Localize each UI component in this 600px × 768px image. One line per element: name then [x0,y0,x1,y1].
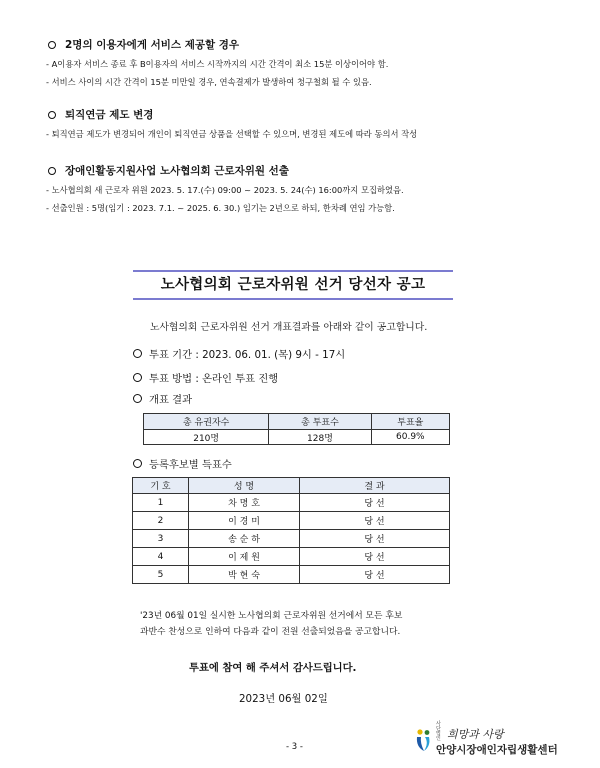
table-row [144,430,450,445]
table-cell: 당 선 [300,494,450,512]
table-row [133,548,450,566]
vote-method-text: 투표 방법 : 온라인 투표 진행 [149,373,279,385]
logo-script-text: 희망과 사랑 [447,728,504,741]
section-title: 2명의 이용자에게 서비스 제공할 경우 [65,39,240,51]
circle-bullet-icon [133,373,142,382]
table-cell: 이 제 원 [189,548,300,566]
table-header-cell: 결 과 [300,478,450,494]
turnout-table [143,413,450,445]
section-title: 퇴직연금 제도 변경 [65,109,154,121]
page-number: - 3 - [286,742,303,752]
vote-period-text: 투표 기간 : 2023. 06. 01. (목) 9시 - 17시 [149,349,346,361]
table-cell: 송 순 하 [189,530,300,548]
table-cell: 당 선 [300,548,450,566]
vote-method-line [133,370,278,385]
table-cell: 당 선 [300,512,450,530]
bullet-text: - 서비스 사이의 시간 간격이 15분 미만일 경우, 연속결제가 발생하여 청구철회 될 수 있음. [46,77,372,87]
result-heading: 개표 결과 [149,394,193,406]
table-header-cell: 성 명 [189,478,300,494]
vote-period-line [133,346,345,361]
circle-bullet-icon [133,459,142,468]
table-cell: 2 [133,512,189,530]
table-header-row [133,478,450,494]
section-service-two-users [48,37,570,88]
table-row [133,566,450,584]
table-cell: 60.9% [371,430,449,445]
table-header-cell: 총 투표수 [269,414,371,430]
table-cell: 당 선 [300,530,450,548]
bullet-text: - A이용자 서비스 종료 후 B이용자의 서비스 시작까지의 시간 간격이 최소 15분 이상이어야 함. [46,59,389,69]
org-logo [414,722,558,757]
people-logo-icon [414,727,434,753]
candidates-heading-line [133,456,232,471]
circle-bullet-icon [48,41,56,49]
thanks-message: 투표에 참여 해 주셔서 감사드립니다. [189,662,357,674]
table-cell: 박 현 숙 [189,566,300,584]
candidates-table [132,477,450,584]
table-cell: 1 [133,494,189,512]
bullet-text: - 퇴직연금 제도가 변경되어 개인이 퇴직연금 상품을 선택할 수 있으며, 변경된 제도에 따라 동의서 작성 [46,129,418,139]
org-name: 안양시장애인자립생활센터 [436,744,558,756]
table-cell: 이 경 미 [189,512,300,530]
circle-bullet-icon [48,167,56,175]
result-heading-line [133,391,192,406]
table-header-row [144,414,450,430]
table-row [133,494,450,512]
notice-intro: 노사협의회 근로자위원 선거 개표결과를 아래와 같이 공고합니다. [150,322,428,333]
table-cell: 당 선 [300,566,450,584]
table-cell: 3 [133,530,189,548]
table-cell: 210명 [144,430,269,445]
bullet-text: - 선출인원 : 5명(임기 : 2023. 7.1. ~ 2025. 6. 30.) 임기는 2년으로 하되, 한차례 연임 가능함. [46,203,395,213]
circle-bullet-icon [48,111,56,119]
table-row [133,512,450,530]
logo-small-text: 사단법인 [436,721,441,742]
table-cell: 5 [133,566,189,584]
table-row [133,530,450,548]
table-header-cell: 총 유권자수 [144,414,269,430]
circle-bullet-icon [133,394,142,403]
table-cell: 4 [133,548,189,566]
candidates-heading: 등록후보별 득표수 [149,459,232,471]
result-statement-line1: '23년 06월 01일 실시한 노사협의회 근로자위원 선거에서 모든 후보 [140,611,403,621]
circle-bullet-icon [133,349,142,358]
section-retirement-pension [48,107,570,140]
section-title: 장애인활동지원사업 노사협의회 근로자위원 선출 [65,165,289,177]
result-statement-line2: 과반수 찬성으로 인하여 다음과 같이 전원 선출되었음을 공고합니다. [140,627,401,637]
notice-title: 노사협의회 근로자위원 선거 당선자 공고 [133,270,453,300]
bullet-text: - 노사협의회 새 근로자 위원 2023. 5. 17.(수) 09:00 ~ 2023. 5. 24(수) 16:00까지 모집하였음. [46,185,404,195]
table-header-cell: 투표율 [371,414,449,430]
table-header-cell: 기 호 [133,478,189,494]
table-cell: 128명 [269,430,371,445]
notice-date: 2023년 06월 02일 [239,693,328,705]
table-cell: 차 명 호 [189,494,300,512]
section-labor-committee-election [48,163,570,214]
